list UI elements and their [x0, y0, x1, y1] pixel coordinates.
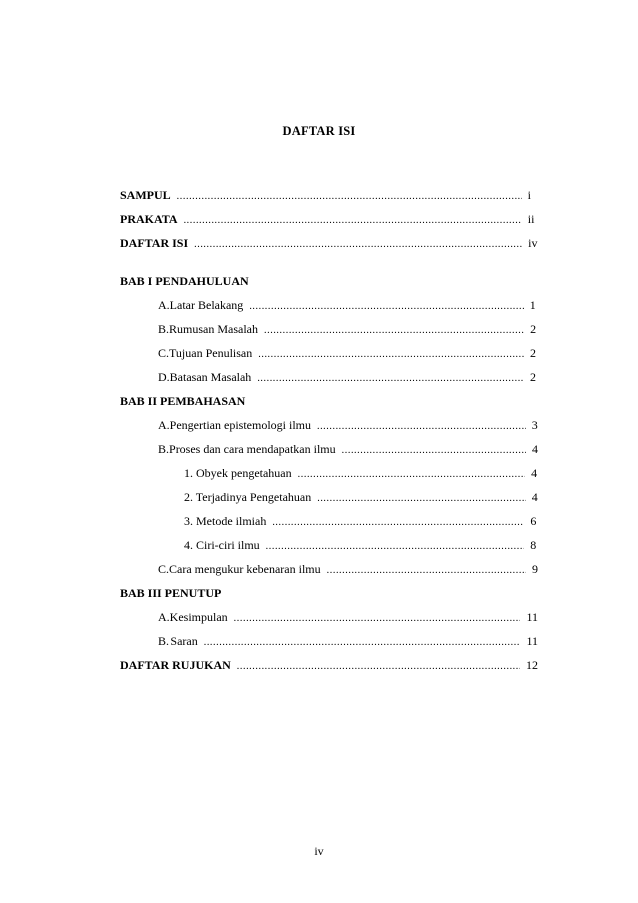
- toc-label: PRAKATA: [120, 212, 178, 226]
- toc-label: 2. Terjadinya Pengetahuan: [184, 490, 312, 504]
- toc-label: Kesimpulan: [169, 610, 228, 624]
- toc-subentry: [120, 533, 538, 557]
- footer-page-number: iv: [314, 844, 324, 858]
- leader-dots: [237, 655, 520, 679]
- toc-entry: [120, 317, 538, 341]
- toc-entry: [120, 629, 538, 653]
- leader-dots: [257, 367, 524, 391]
- toc-page-number: 2: [529, 346, 536, 360]
- toc-letter: C.: [158, 562, 170, 576]
- toc-entry: [120, 437, 538, 461]
- table-of-contents: [120, 183, 538, 677]
- leader-dots: [272, 511, 524, 535]
- toc-entry-rujukan: [120, 653, 538, 677]
- leader-dots: [258, 343, 524, 367]
- toc-letter: A.: [158, 298, 170, 312]
- toc-letter: B.: [158, 442, 170, 456]
- toc-letter: D.: [158, 370, 170, 384]
- toc-label: Saran: [170, 634, 198, 648]
- toc-page-number: 4: [532, 442, 538, 456]
- toc-subentry: [120, 485, 538, 509]
- chapter-heading: BAB II PEMBAHASAN: [120, 394, 246, 408]
- toc-page-number: 8: [530, 538, 537, 552]
- toc-label: Proses dan cara mendapatkan ilmu: [169, 442, 336, 456]
- toc-letter: A.: [158, 418, 170, 432]
- toc-entry: [120, 557, 538, 581]
- toc-page-number: 2: [530, 322, 537, 336]
- toc-letter: B.: [158, 634, 170, 648]
- toc-label: DAFTAR RUJUKAN: [120, 658, 231, 672]
- toc-label: Cara mengukur kebenaran ilmu: [169, 562, 321, 576]
- leader-dots: [234, 607, 521, 631]
- toc-letter: B.: [158, 322, 170, 336]
- leader-dots: [177, 185, 522, 209]
- toc-label: Latar Belakang: [169, 298, 244, 312]
- leader-dots: [194, 233, 522, 257]
- toc-entry: [120, 605, 538, 629]
- toc-entry-prakata: [120, 207, 538, 231]
- toc-page-number: 11: [526, 610, 538, 624]
- toc-label: 3. Metode ilmiah: [184, 514, 267, 528]
- toc-subentry: [120, 461, 538, 485]
- toc-page-number: 4: [531, 490, 538, 504]
- toc-letter: A.: [158, 610, 170, 624]
- toc-label: DAFTAR ISI: [120, 236, 189, 250]
- toc-page-number: 12: [526, 658, 538, 672]
- toc-page-number: 6: [530, 514, 537, 528]
- toc-label: Batasan Masalah: [169, 370, 252, 384]
- toc-label: 4. Ciri-ciri ilmu: [184, 538, 260, 552]
- chapter-heading: BAB I PENDAHULUAN: [120, 274, 249, 288]
- leader-dots: [266, 535, 525, 559]
- chapter-heading: BAB III PENUTUP: [120, 586, 222, 600]
- page-title: DAFTAR ISI: [282, 124, 356, 138]
- leader-dots: [264, 319, 524, 343]
- leader-dots: [317, 415, 526, 439]
- leader-dots: [342, 439, 526, 463]
- leader-dots: [298, 463, 526, 487]
- spacer: [120, 255, 538, 269]
- toc-entry: [120, 341, 538, 365]
- toc-page-number: i: [527, 188, 531, 202]
- leader-dots: [249, 295, 523, 319]
- leader-dots: [317, 487, 525, 511]
- toc-entry: [120, 365, 538, 389]
- toc-page-number: 2: [529, 370, 536, 384]
- toc-label: Tujuan Penulisan: [169, 346, 253, 360]
- toc-letter: C.: [158, 346, 170, 360]
- toc-entry: [120, 293, 538, 317]
- leader-dots: [327, 559, 526, 583]
- toc-entry-daftar-isi: [120, 231, 538, 255]
- toc-page-number: 9: [531, 562, 538, 576]
- toc-chapter-heading: [120, 581, 538, 605]
- toc-label: SAMPUL: [120, 188, 171, 202]
- toc-page-number: iv: [528, 236, 538, 250]
- toc-subentry: [120, 509, 538, 533]
- leader-dots: [184, 209, 522, 233]
- toc-page-number: 1: [529, 298, 536, 312]
- toc-page-number: 4: [531, 466, 538, 480]
- toc-page-number: 3: [531, 418, 538, 432]
- toc-page-number: ii: [527, 212, 535, 226]
- toc-label: 1. Obyek pengetahuan: [184, 466, 292, 480]
- toc-label: Rumusan Masalah: [169, 322, 259, 336]
- toc-chapter-heading: [120, 389, 538, 413]
- toc-entry-sampul: [120, 183, 538, 207]
- toc-page-number: 11: [526, 634, 538, 648]
- toc-chapter-heading: [120, 269, 538, 293]
- toc-label: Pengertian epistemologi ilmu: [169, 418, 311, 432]
- leader-dots: [204, 631, 521, 655]
- toc-entry: [120, 413, 538, 437]
